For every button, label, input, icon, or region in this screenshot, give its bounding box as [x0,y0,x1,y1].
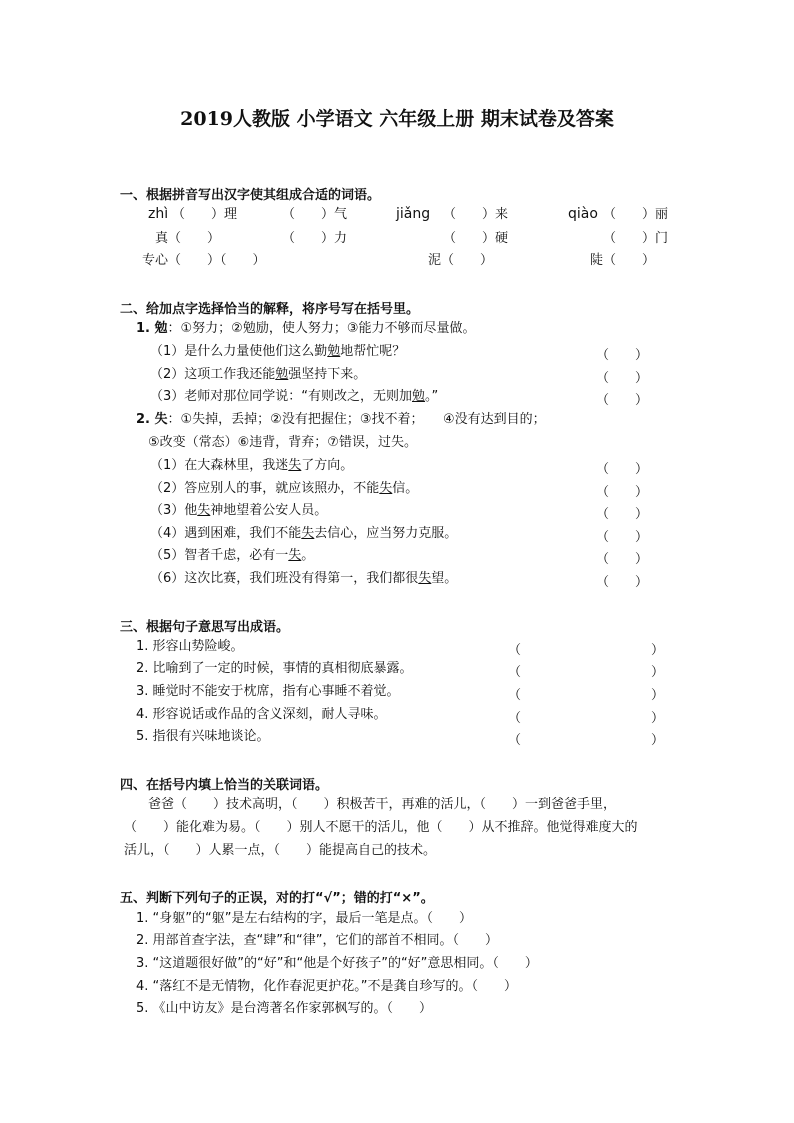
section-1-heading: 一、根据拼音写出汉字使其组成合适的词语。 [120,188,381,203]
answer-blank: （ ） [596,575,649,590]
list-item: 4. “落红不是无情物，化作春泥更护花。”不是龚自珍写的。（ ） [136,979,518,994]
section-2-heading: 二、给加点字选择恰当的解释，将序号写在括号里。 [120,302,420,317]
blank-zhuanxin: 专心（ ）（ ） [142,253,266,268]
answer-blank: （ ） [596,485,649,500]
dotted-char: 勉 [275,367,289,382]
dotted-char: 失 [288,548,302,563]
blank-zhi-li: （ ）理 [172,207,238,222]
dotted-char: 勉 [327,344,341,359]
question-2-2-header [136,412,546,428]
section-4-heading: 四、在括号内填上恰当的关联词语。 [120,778,329,793]
list-item: （3）老师对那位同学说：“有则改之，无则加勉。” [150,389,439,404]
question-2-1-header [136,321,475,337]
term-mian-definitions: ：①努力；②勉励，使人努力；③能力不够而尽量做。 [167,321,476,336]
answer-blank: （ ） [596,462,649,477]
term-mian: 1. 勉 [136,321,168,336]
answer-blank: （ ） [508,665,665,680]
list-item: 3. 睡觉时不能安于枕席，指有心事睡不着觉。 [136,684,400,699]
blank-ni: 泥（ ） [428,253,494,268]
answer-blank: （ ） [596,393,649,408]
list-item: 1. “身躯”的“躯”是左右结构的字，最后一笔是点。（ ） [136,911,472,926]
term-shi-definitions: ：①失掉，丢掉；②没有把握住；③找不着； ④没有达到目的； [167,412,546,427]
blank-li: （ ）丽 [603,207,669,222]
list-item: 1. 形容山势险峻。 [136,639,244,654]
term-shi: 2. 失 [136,412,168,427]
dotted-char: 失 [301,526,315,541]
blank-li-2: （ ）力 [282,231,348,246]
answer-blank: （ ） [596,507,649,522]
dotted-char: 失 [379,481,393,496]
pinyin-qiao: qiào [568,206,598,222]
list-item: （3）他失神地望着公安人员。 [150,503,328,518]
section-5-heading: 五、判断下列句子的正误，对的打“√”；错的打“×”。 [120,891,434,906]
blank-qi: （ ）气 [282,207,348,222]
answer-blank: （ ） [508,733,665,748]
answer-blank: （ ） [508,711,665,726]
blank-ying: （ ）硬 [443,231,509,246]
list-item: （2）答应别人的事，就应该照办，不能失信。 [150,481,419,496]
list-item: 3. “这道题很好做”的“好”和“他是个好孩子”的“好”意思相同。（ ） [136,956,538,971]
section-3-heading: 三、根据句子意思写出成语。 [120,620,290,635]
blank-dou: 陡（ ） [590,253,656,268]
list-item: 5. 指很有兴味地谈论。 [136,729,270,744]
list-item: 2. 比喻到了一定的时候，事情的真相彻底暴露。 [136,661,413,676]
paragraph-line-2: （ ）能化难为易。（ ）别人不愿干的活儿，他（ ）从不推辞。他觉得难度大的 [124,820,638,835]
list-item: （1）在大森林里，我迷失了方向。 [150,458,354,473]
page-title: 2019人教版 小学语文 六年级上册 期末试卷及答案 [180,108,614,130]
list-item: 2. 用部首查字法，查“肆”和“律”，它们的部首不相同。（ ） [136,933,498,948]
dotted-char: 失 [197,503,211,518]
paragraph-line-1: 爸爸（ ）技术高明，（ ）积极苦干，再难的活儿，（ ）一到爸爸手里， [148,797,617,812]
dotted-char: 勉 [412,389,426,404]
list-item: （5）智者千虑，必有一失。 [150,548,315,563]
answer-blank: （ ） [596,530,649,545]
blank-lai: （ ）来 [443,207,509,222]
list-item: （2）这项工作我还能勉强坚持下来。 [150,367,367,382]
dotted-char: 失 [418,571,432,586]
list-item: （1）是什么力量使他们这么勤勉地帮忙呢？ [150,344,406,359]
pinyin-zhi: zhì [148,206,169,222]
list-item: 5. 《山中访友》是台湾著名作家郭枫写的。（ ） [136,1001,433,1016]
blank-zhen: 真（ ） [155,231,221,246]
paragraph-line-3: 活儿，（ ）人累一点，（ ）能提高自己的技术。 [124,843,437,858]
list-item: （4）遇到困难，我们不能失去信心，应当努力克服。 [150,526,458,541]
term-shi-definitions-2: ⑤改变（常态）⑥违背，背弃；⑦错误，过失。 [148,435,417,450]
answer-blank: （ ） [596,348,649,363]
answer-blank: （ ） [508,688,665,703]
answer-blank: （ ） [508,643,665,658]
pinyin-jiang: jiǎng [396,206,431,222]
answer-blank: （ ） [596,371,649,386]
dotted-char: 失 [288,458,302,473]
answer-blank: （ ） [596,552,649,567]
list-item: （6）这次比赛，我们班没有得第一，我们都很失望。 [150,571,458,586]
list-item: 4. 形容说话或作品的含义深刻，耐人寻味。 [136,707,387,722]
blank-men: （ ）门 [603,231,669,246]
